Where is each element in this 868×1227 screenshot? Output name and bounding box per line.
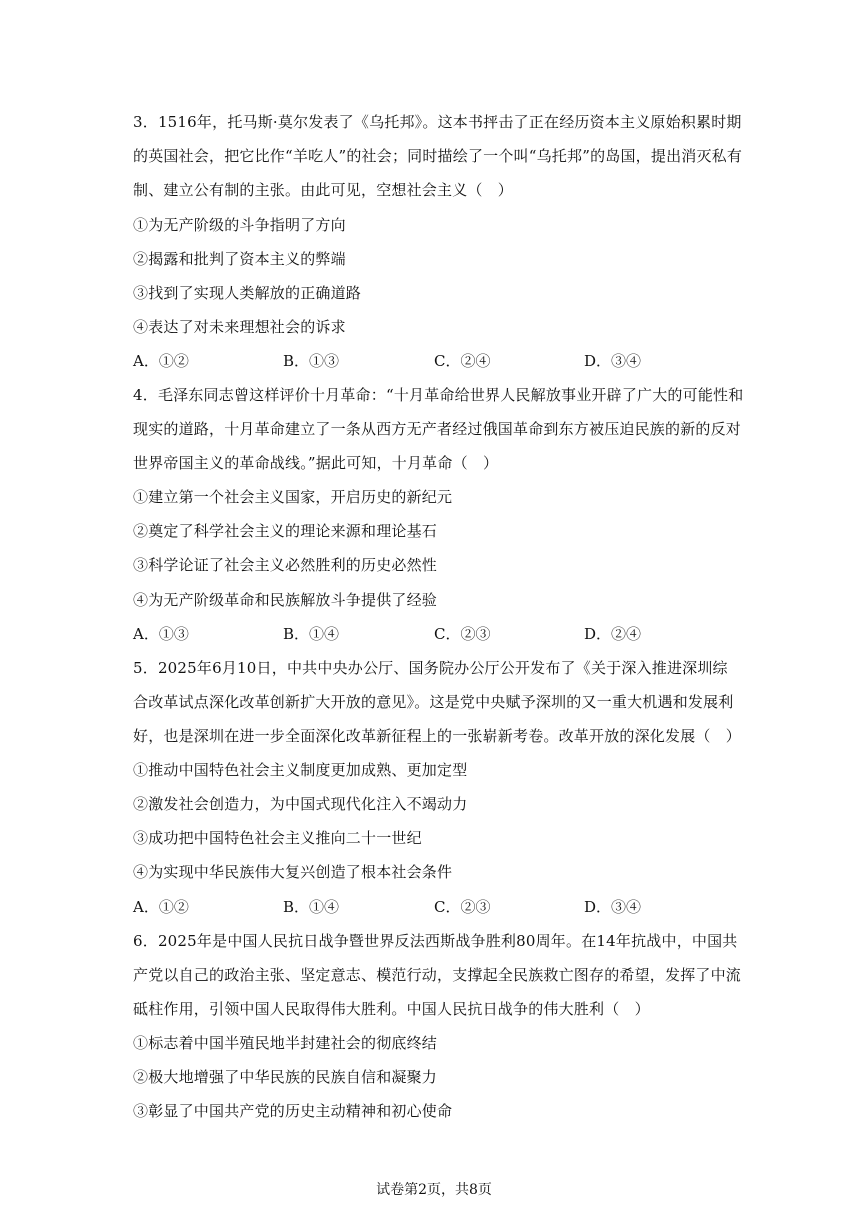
question-5-item-3: ③成功把中国特色社会主义推向二十一世纪 [133,829,422,847]
option-c[interactable]: C．②④ [434,352,491,370]
option-a[interactable]: A．①③ [133,625,189,643]
question-5-item-2: ②激发社会创造力，为中国式现代化注入不竭动力 [133,795,468,813]
option-a[interactable]: A．①② [133,352,189,370]
question-6-stem-line-3: 砥柱作用，引领中国人民取得伟大胜利。中国人民抗日战争的伟大胜利（ ） [133,1000,650,1018]
question-3-stem-line-1: 3．1516年，托马斯·莫尔发表了《乌托邦》。这本书抨击了正在经历资本主义原始积累时期 [133,113,742,131]
question-4-stem-line-1: 4．毛泽东同志曾这样评价十月革命：“十月革命给世界人民解放事业开辟了广大的可能性和 [133,386,744,404]
question-4-item-4: ④为无产阶级革命和民族解放斗争提供了经验 [133,591,438,609]
question-4-item-2: ②奠定了科学社会主义的理论来源和理论基石 [133,522,438,540]
question-4-options [133,624,733,644]
option-d[interactable]: D．③④ [584,898,642,916]
question-3-item-2: ②揭露和批判了资本主义的弊端 [133,250,346,268]
question-3-item-3: ③找到了实现人类解放的正确道路 [133,284,362,302]
option-d[interactable]: D．②④ [584,625,642,643]
question-3-item-4: ④表达了对未来理想社会的诉求 [133,318,346,336]
question-5-stem-line-3: 好，也是深圳在进一步全面深化改革新征程上的一张崭新考卷。改革开放的深化发展（ ） [133,727,742,745]
question-6-item-3: ③彰显了中国共产党的历史主动精神和初心使命 [133,1102,453,1120]
page-footer: 试卷第2页，共8页 [376,1182,492,1198]
question-5-item-4: ④为实现中华民族伟大复兴创造了根本社会条件 [133,863,453,881]
question-4-item-1: ①建立第一个社会主义国家，开启历史的新纪元 [133,488,453,506]
question-3-stem-line-2: 的英国社会，把它比作“羊吃人”的社会；同时描绘了一个叫“乌托邦”的岛国，提出消灭私有 [133,147,743,165]
question-5-options [133,897,733,917]
question-6-stem-line-2: 产党以自己的政治主张、坚定意志、模范行动，支撑起全民族救亡图存的希望，发挥了中流 [133,966,742,984]
question-5-stem-line-1: 5．2025年6月10日，中共中央办公厅、国务院办公厅公开发布了《关于深入推进深圳综 [133,659,728,677]
question-6-item-1: ①标志着中国半殖民地半封建社会的彻底终结 [133,1034,438,1052]
option-c[interactable]: C．②③ [434,898,491,916]
question-5-stem-line-2: 合改革试点深化改革创新扩大开放的意见》。这是党中央赋予深圳的又一重大机遇和发展利 [133,693,734,711]
option-b[interactable]: B．①④ [283,898,340,916]
question-4-item-3: ③科学论证了社会主义必然胜利的历史必然性 [133,556,438,574]
question-4-stem-line-2: 现实的道路，十月革命建立了一条从西方无产者经过俄国革命到东方被压迫民族的新的反对 [133,420,742,438]
option-b[interactable]: B．①③ [283,352,340,370]
question-6-item-2: ②极大地增强了中华民族的民族自信和凝聚力 [133,1068,438,1086]
option-b[interactable]: B．①④ [283,625,340,643]
option-c[interactable]: C．②③ [434,625,491,643]
option-d[interactable]: D．③④ [584,352,642,370]
question-4-stem-line-3: 世界帝国主义的革命战线。”据此可知，十月革命（ ） [133,454,499,472]
question-6-stem-line-1: 6．2025年是中国人民抗日战争暨世界反法西斯战争胜利80周年。在14年抗战中，中国共 [133,932,738,950]
option-a[interactable]: A．①② [133,898,189,916]
question-5-item-1: ①推动中国特色社会主义制度更加成熟、更加定型 [133,761,468,779]
question-3-stem-line-3: 制、建立公有制的主张。由此可见，空想社会主义（ ） [133,181,514,199]
question-3-item-1: ①为无产阶级的斗争指明了方向 [133,216,346,234]
question-3-options [133,351,733,371]
